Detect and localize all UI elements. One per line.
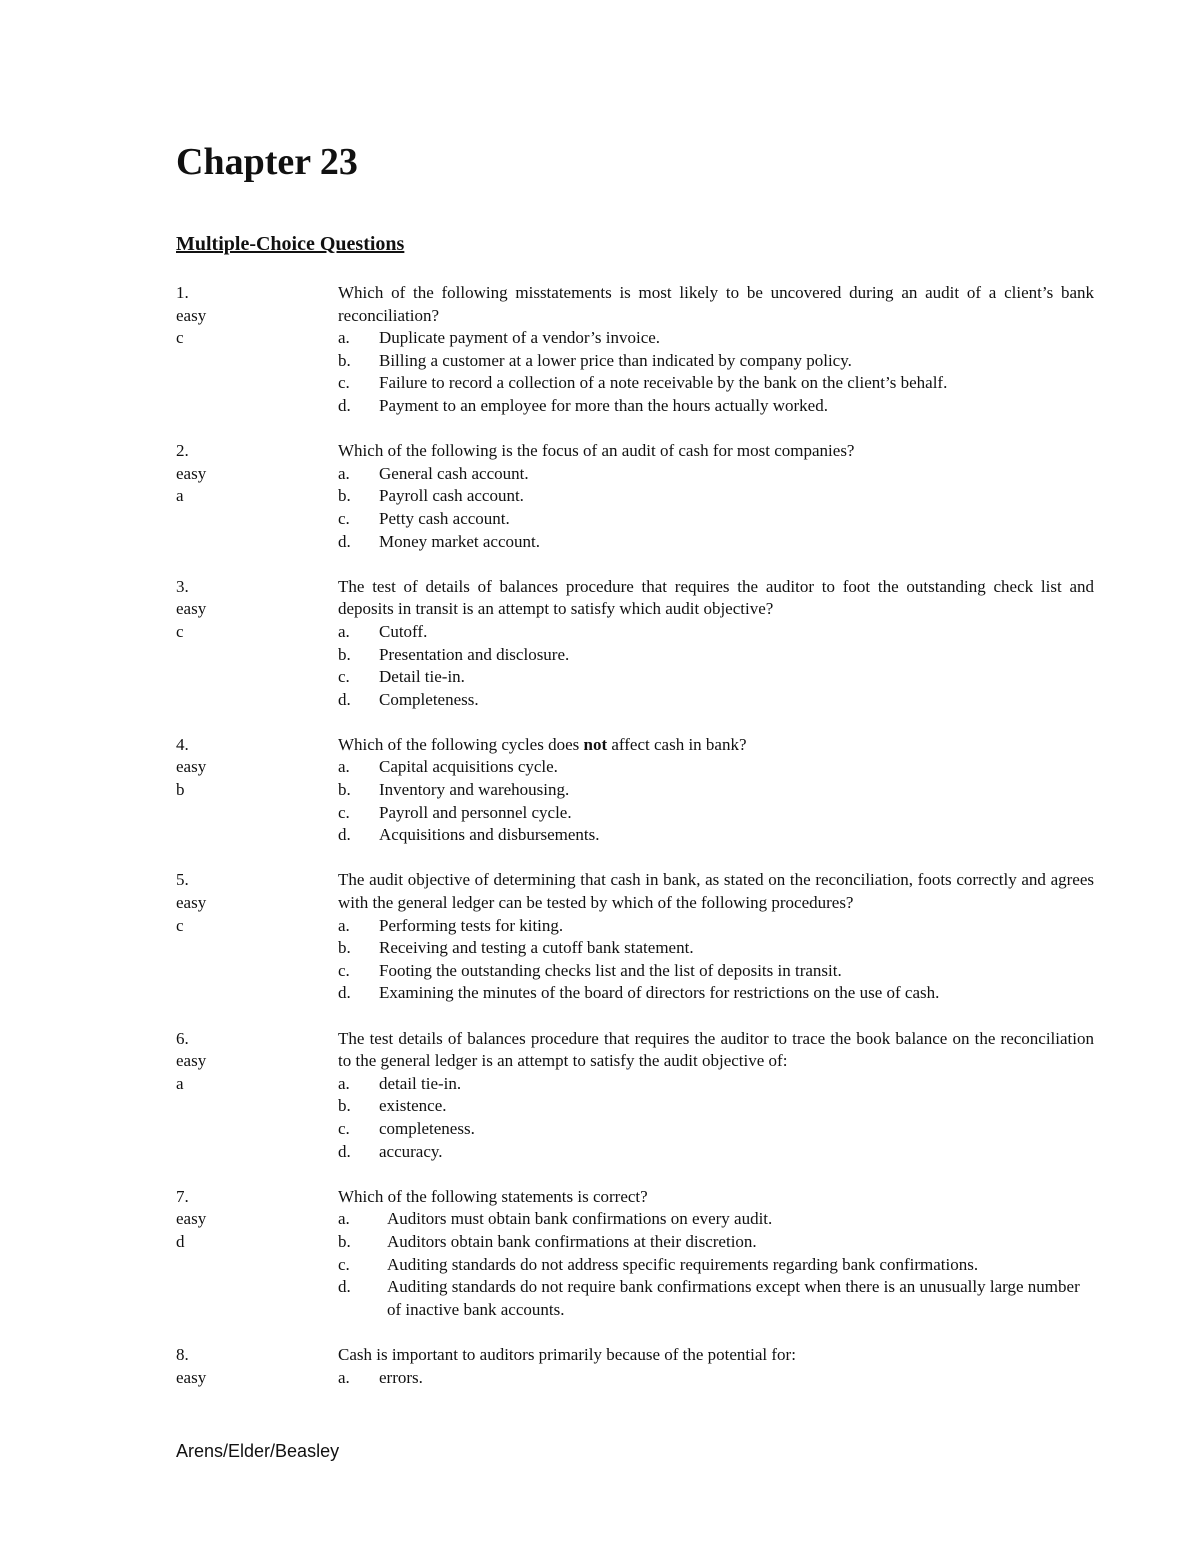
option-text: Money market account. xyxy=(379,531,540,551)
option-text: Auditing standards do not require bank confirmations except when there is an unusually large number of inactive bank accounts. xyxy=(387,1277,1080,1319)
question-number: 2. xyxy=(176,441,189,461)
question-item xyxy=(176,576,1094,712)
answer-option xyxy=(338,915,1094,938)
answer-option xyxy=(338,802,1094,825)
question-list xyxy=(176,282,1094,1434)
option-letter: c. xyxy=(338,802,350,822)
option-letter: a. xyxy=(338,1209,350,1229)
question-meta xyxy=(176,576,338,712)
option-text: Detail tie-in. xyxy=(379,667,465,687)
question-body xyxy=(338,440,1094,553)
question-body xyxy=(338,734,1094,847)
answer-option xyxy=(338,350,1094,373)
question-body xyxy=(338,282,1094,418)
option-letter: a. xyxy=(338,1367,350,1387)
question-stem xyxy=(338,1186,1094,1209)
question-difficulty: easy xyxy=(176,757,207,777)
option-text: Payment to an employee for more than the hours actually worked. xyxy=(379,395,828,415)
option-text: Examining the minutes of the board of directors for restrictions on the use of cash. xyxy=(379,983,940,1003)
option-text: Auditing standards do not address specific requirements regarding bank confirmations. xyxy=(387,1254,979,1274)
answer-option xyxy=(338,1141,1094,1164)
answer-option xyxy=(338,1254,1094,1277)
stem-text-end: affect cash in bank? xyxy=(607,734,747,754)
option-letter: a. xyxy=(338,757,350,777)
question-meta xyxy=(176,282,338,418)
option-letter: b. xyxy=(338,1231,351,1251)
option-letter: d. xyxy=(338,1277,351,1297)
option-letter: d. xyxy=(338,395,351,415)
page-footer: Arens/Elder/Beasley xyxy=(176,1441,340,1461)
question-stem xyxy=(338,734,1094,757)
question-item xyxy=(176,282,1094,418)
answer-option xyxy=(338,937,1094,960)
answer-option xyxy=(338,621,1094,644)
option-letter: d. xyxy=(338,531,351,551)
option-text: Footing the outstanding checks list and the list of deposits in transit. xyxy=(379,960,842,980)
answer-option xyxy=(338,1367,1094,1390)
question-meta xyxy=(176,440,338,553)
question-item xyxy=(176,734,1094,847)
question-difficulty: easy xyxy=(176,893,207,913)
question-stem xyxy=(338,576,1094,621)
answer-option xyxy=(338,644,1094,667)
stem-text: The test details of balances procedure that requires the auditor to trace the book balance on the reconciliation to the general ledger is an attempt to satisfy the audit objective of: xyxy=(338,1028,1094,1071)
answer-option xyxy=(338,508,1094,531)
option-text: Payroll cash account. xyxy=(379,486,524,506)
answer-option xyxy=(338,689,1094,712)
answer-option xyxy=(338,1118,1094,1141)
question-meta xyxy=(176,1344,338,1412)
option-letter: c. xyxy=(338,960,350,980)
stem-text: Which of the following is the focus of an audit of cash for most companies? xyxy=(338,441,855,461)
option-letter: c. xyxy=(338,1254,350,1274)
question-number: 7. xyxy=(176,1186,189,1206)
answer-option xyxy=(338,756,1094,779)
stem-text: Which of the following misstatements is most likely to be uncovered during an audit of a client’s bank reconciliation? xyxy=(338,283,1094,325)
question-item xyxy=(176,869,1094,1005)
option-text: Petty cash account. xyxy=(379,508,510,528)
question-body xyxy=(338,576,1094,712)
option-letter: a. xyxy=(338,1073,350,1093)
question-body xyxy=(338,869,1094,1005)
option-text: Completeness. xyxy=(379,689,479,709)
question-stem xyxy=(338,1344,1094,1367)
option-letter: d. xyxy=(338,1141,351,1161)
option-text: Presentation and disclosure. xyxy=(379,644,570,664)
question-answer: b xyxy=(176,780,185,800)
stem-text: The test of details of balances procedure that requires the auditor to foot the outstanding check list and deposits in transit is an attempt to satisfy which audit objective? xyxy=(338,576,1094,619)
stem-text: Which of the following cycles does xyxy=(338,734,584,754)
question-item xyxy=(176,440,1094,553)
option-letter: a. xyxy=(338,328,350,348)
option-letter: b. xyxy=(338,938,351,958)
answer-option xyxy=(338,372,1094,395)
answer-option xyxy=(338,1276,1094,1321)
option-text: Cutoff. xyxy=(379,621,428,641)
answer-option xyxy=(338,1073,1094,1096)
option-letter: d. xyxy=(338,689,351,709)
question-meta xyxy=(176,869,338,1005)
question-meta xyxy=(176,1028,338,1164)
option-letter: b. xyxy=(338,644,351,664)
answer-option xyxy=(338,982,1094,1005)
option-text: Duplicate payment of a vendor’s invoice. xyxy=(379,328,661,348)
question-stem xyxy=(338,282,1094,327)
stem-text: Cash is important to auditors primarily because of the potential for: xyxy=(338,1344,796,1364)
option-text: General cash account. xyxy=(379,463,529,483)
question-answer: c xyxy=(176,328,184,348)
answer-option xyxy=(338,779,1094,802)
chapter-title: Chapter 23 xyxy=(176,141,358,183)
section-title: Multiple-Choice Questions xyxy=(176,233,405,255)
question-difficulty: easy xyxy=(176,463,207,483)
question-item xyxy=(176,1028,1094,1164)
question-answer: a xyxy=(176,486,184,506)
question-difficulty: easy xyxy=(176,599,207,619)
option-text: Inventory and warehousing. xyxy=(379,780,570,800)
question-body xyxy=(338,1344,1094,1412)
answer-option xyxy=(338,1095,1094,1118)
answer-option xyxy=(338,531,1094,554)
answer-option xyxy=(338,485,1094,508)
option-letter: c. xyxy=(338,508,350,528)
question-meta xyxy=(176,734,338,847)
answer-option xyxy=(338,327,1094,350)
option-letter: a. xyxy=(338,621,350,641)
option-text: Billing a customer at a lower price than indicated by company policy. xyxy=(379,350,852,370)
option-text: Failure to record a collection of a note receivable by the bank on the client’s behalf. xyxy=(379,373,948,393)
stem-emphasis: not xyxy=(583,734,608,754)
question-number: 3. xyxy=(176,576,189,596)
question-item xyxy=(176,1344,1094,1412)
question-number: 1. xyxy=(176,283,189,302)
option-letter: c. xyxy=(338,1118,350,1138)
option-letter: c. xyxy=(338,667,350,687)
question-stem xyxy=(338,1028,1094,1073)
option-text: Auditors obtain bank confirmations at their discretion. xyxy=(387,1231,757,1251)
answer-option xyxy=(338,960,1094,983)
option-text: Auditors must obtain bank confirmations on every audit. xyxy=(387,1209,773,1229)
question-number: 8. xyxy=(176,1344,189,1364)
option-letter: d. xyxy=(338,825,351,845)
question-stem xyxy=(338,440,1094,463)
option-letter: a. xyxy=(338,915,350,935)
option-letter: a. xyxy=(338,463,350,483)
question-difficulty: easy xyxy=(176,1051,207,1071)
option-letter: d. xyxy=(338,983,351,1003)
stem-text: Which of the following statements is correct? xyxy=(338,1186,648,1206)
question-body xyxy=(338,1028,1094,1164)
question-number: 4. xyxy=(176,734,189,754)
option-letter: b. xyxy=(338,486,351,506)
option-text: detail tie-in. xyxy=(379,1073,462,1093)
option-letter: b. xyxy=(338,780,351,800)
option-letter: b. xyxy=(338,350,351,370)
question-stem xyxy=(338,869,1094,914)
question-difficulty: easy xyxy=(176,1209,207,1229)
option-text: Capital acquisitions cycle. xyxy=(379,757,558,777)
answer-option xyxy=(338,395,1094,418)
question-meta xyxy=(176,1186,338,1322)
question-answer: c xyxy=(176,621,184,641)
option-text: Payroll and personnel cycle. xyxy=(379,802,572,822)
question-number: 6. xyxy=(176,1028,189,1048)
question-answer: a xyxy=(176,1073,184,1093)
question-body xyxy=(338,1186,1094,1322)
stem-text: The audit objective of determining that cash in bank, as stated on the reconciliation, foots correctly and agrees with the general ledger can be tested by which of the following procedures? xyxy=(338,870,1094,913)
question-answer: d xyxy=(176,1231,185,1251)
question-number: 5. xyxy=(176,870,189,890)
question-answer xyxy=(176,1389,338,1412)
question-difficulty: easy xyxy=(176,1367,207,1387)
option-letter: b. xyxy=(338,1096,351,1116)
answer-option xyxy=(338,824,1094,847)
option-text: Acquisitions and disbursements. xyxy=(379,825,600,845)
option-text: Performing tests for kiting. xyxy=(379,915,564,935)
question-difficulty: easy xyxy=(176,305,207,325)
option-text: accuracy. xyxy=(379,1141,443,1161)
option-text: Receiving and testing a cutoff bank statement. xyxy=(379,938,694,958)
question-answer: c xyxy=(176,915,184,935)
question-item xyxy=(176,1186,1094,1322)
option-text: errors. xyxy=(379,1367,423,1387)
option-text: existence. xyxy=(379,1096,447,1116)
answer-option xyxy=(338,463,1094,486)
option-text: completeness. xyxy=(379,1118,475,1138)
option-letter: c. xyxy=(338,373,350,393)
answer-option xyxy=(338,666,1094,689)
answer-option xyxy=(338,1208,1094,1231)
answer-option xyxy=(338,1231,1094,1254)
